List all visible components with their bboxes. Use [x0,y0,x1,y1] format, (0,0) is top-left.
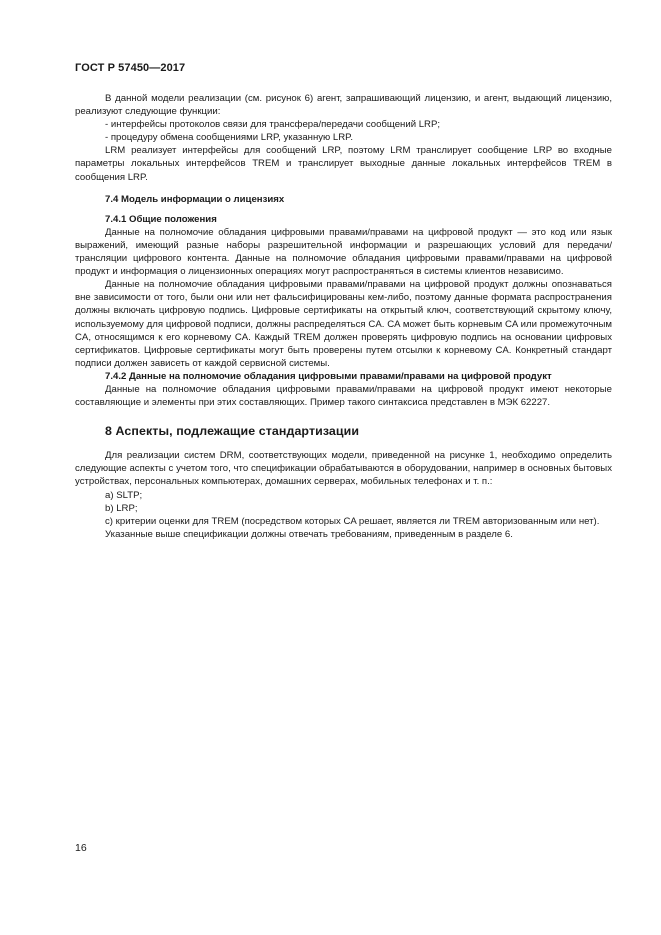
list-item: a) SLTP; [105,489,143,501]
list-item: - интерфейсы протоколов связи для трансфера/передачи сообщений LRP; [105,119,441,131]
section-heading-7-4: 7.4 Модель информации о лицензиях [105,193,285,205]
paragraph-intro: В данной модели реализации (см. рисунок 6) агент, запрашивающий лицензию, и агент, выдающий лицензию, реализуют следующие функции: [75,93,612,118]
paragraph: Данные на полномочие обладания цифровыми правами/правами на цифровой продукт имеют некоторые составляющие и элементы при этих составляющих. Пример такого синтаксиса представлен в МЭК 62227. [75,383,612,409]
paragraph: Для реализации систем DRM, соответствующих модели, приведенной на рисунке 1, необходимо определить следующие аспекты с учетом того, что спецификации обрабатываются в оборудовании, например в основных бытовых устройствах, персональных компьютерах, домашних серверах, мобильных телефонах и т. п.: [75,450,612,488]
paragraph: Данные на полномочие обладания цифровыми правами/правами на цифровой продукт должны опознаваться вне зависимости от того, были они или нет фальсифицированы кем-либо, поэтому данные формата распространения должны включать цифровую подпись. Цифровые сертификаты на открытый ключ, соответствующий скрытому ключу, используемому для цифровой подписи, должны распределяться CA. CA может быть корневым CA или промежуточным CA, относящимся к его корневому CA. Каждый TREM должен проверять цифровую подпись на основании цифровых сертификатов. Цифровые сертификаты могут быть проверены путем отсылки к корневому CA. Конкретный стандарт подписи должен зависеть от каждой сервисной системы. [75,279,612,369]
page-number: 16 [75,842,87,854]
list-item: b) LRP; [105,502,138,514]
section-heading-8: 8 Аспекты, подлежащие стандартизации [105,424,360,439]
page-header-standard: ГОСТ Р 57450—2017 [75,62,186,74]
paragraph: Данные на полномочие обладания цифровыми правами/правами на цифровой продукт — это код или язык выражений, имеющий разные наборы разрешительной информации и разрешающих условий для передачи/трансляции цифрового контента. Данные на полномочие обладания цифровыми правами/правами на цифровой продукт и информация о лицензионных операциях могут распространяться в системы клиентов независимо. [75,226,612,278]
paragraph-lrm: LRM реализует интерфейсы для сообщений LRP, поэтому LRM транслирует сообщение LRP во входные параметры локальных интерфейсов TREM и транслирует выходные данные локальных интерфейсов TREM в сообщения LRP. [75,145,612,183]
subsection-heading-7-4-1: 7.4.1 Общие положения [105,213,217,225]
subsection-heading-7-4-2: 7.4.2 Данные на полномочие обладания цифровыми правами/правами на цифровой продукт [105,370,552,382]
list-item: - процедуру обмена сообщениями LRP, указанную LRP. [105,132,353,144]
document-body [75,92,612,541]
list-item: c) критерии оценки для TREM (посредством которых CA решает, является ли TREM авторизованным или нет). [105,515,600,527]
paragraph: Указанные выше спецификации должны отвечать требованиям, приведенным в разделе 6. [105,528,513,540]
